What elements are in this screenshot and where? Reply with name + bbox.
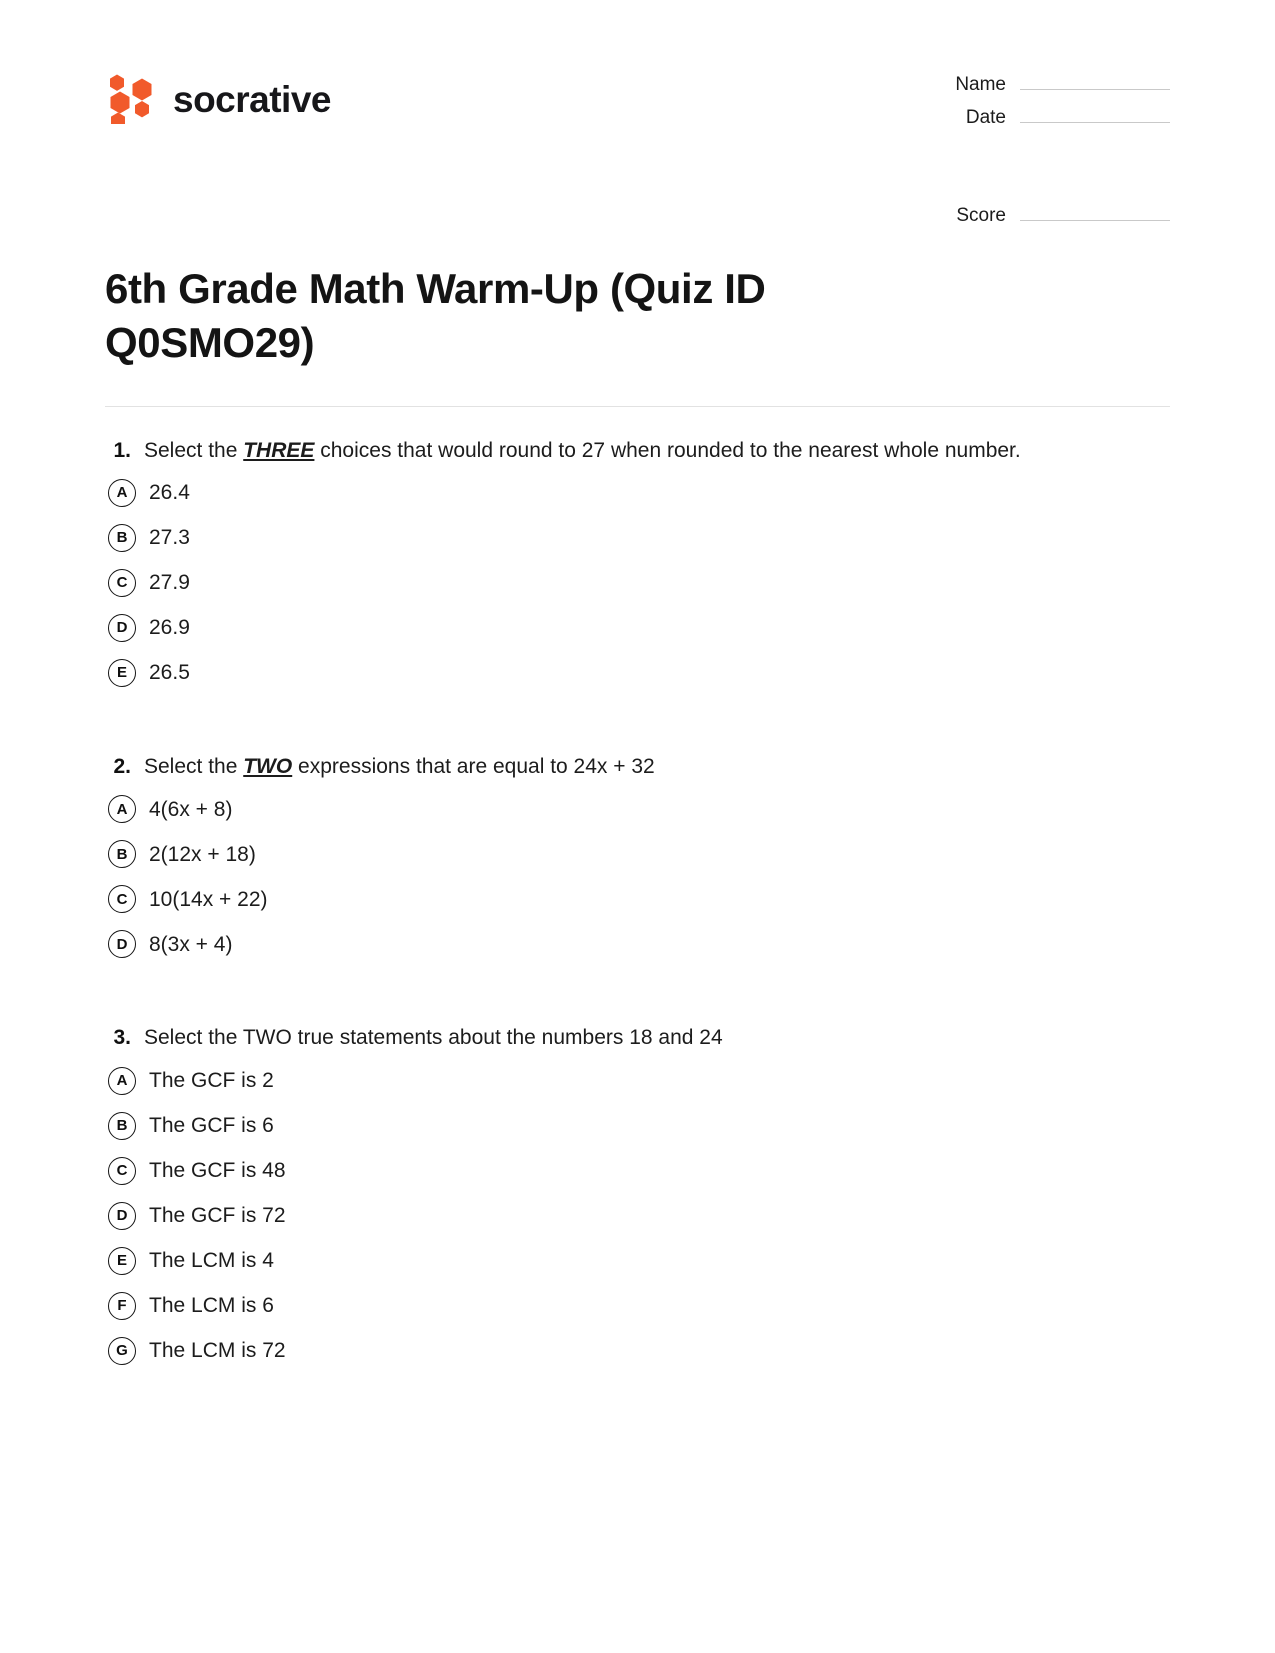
choice-bubble[interactable]: C bbox=[108, 885, 136, 913]
choice-option[interactable] bbox=[105, 930, 1170, 958]
question-text-after: choices that would round to 27 when rounded to the nearest whole number. bbox=[314, 438, 1021, 462]
choice-option[interactable] bbox=[105, 479, 1170, 507]
choice-bubble[interactable]: C bbox=[108, 569, 136, 597]
score-field-row bbox=[930, 203, 1170, 227]
choice-bubble[interactable]: A bbox=[108, 479, 136, 507]
choice-text: 10(14x + 22) bbox=[149, 887, 268, 911]
choice-bubble[interactable]: D bbox=[108, 614, 136, 642]
question-text bbox=[144, 437, 1021, 465]
question-text-after: expressions that are equal to 24x + 32 bbox=[292, 754, 655, 778]
choice-option[interactable] bbox=[105, 1292, 1170, 1320]
choice-text: 26.5 bbox=[149, 661, 190, 685]
title-block bbox=[0, 236, 1275, 370]
question-emphasis: TWO bbox=[243, 754, 293, 778]
choice-option[interactable] bbox=[105, 524, 1170, 552]
choice-list bbox=[105, 795, 1170, 958]
choice-option[interactable] bbox=[105, 1157, 1170, 1185]
choice-text: The GCF is 48 bbox=[149, 1158, 286, 1182]
question bbox=[105, 437, 1170, 687]
student-meta-fields bbox=[930, 62, 1170, 236]
name-label: Name bbox=[955, 74, 1006, 95]
brand-logo bbox=[105, 62, 331, 124]
date-label: Date bbox=[965, 107, 1006, 128]
choice-text: 26.9 bbox=[149, 616, 190, 640]
choice-list bbox=[105, 479, 1170, 687]
choice-bubble[interactable]: B bbox=[108, 840, 136, 868]
choice-text: The GCF is 6 bbox=[149, 1113, 274, 1137]
date-field-row bbox=[930, 105, 1170, 129]
question-header bbox=[105, 1024, 1170, 1052]
brand-name: socrative bbox=[173, 78, 331, 120]
choice-bubble[interactable]: E bbox=[108, 659, 136, 687]
question-text-before: Select the bbox=[144, 1026, 243, 1050]
score-input-line[interactable] bbox=[1020, 203, 1170, 221]
choice-text: 8(3x + 4) bbox=[149, 932, 233, 956]
question bbox=[105, 1024, 1170, 1364]
score-label: Score bbox=[956, 205, 1006, 226]
choice-text: The GCF is 72 bbox=[149, 1203, 286, 1227]
choice-bubble[interactable]: D bbox=[108, 1202, 136, 1230]
choice-bubble[interactable]: E bbox=[108, 1247, 136, 1275]
choice-text: 4(6x + 8) bbox=[149, 797, 233, 821]
page-title: 6th Grade Math Warm-Up (Quiz ID Q0SMO29) bbox=[105, 265, 766, 366]
choice-bubble[interactable]: G bbox=[108, 1337, 136, 1365]
choice-text: 27.9 bbox=[149, 571, 190, 595]
choice-text: The GCF is 2 bbox=[149, 1068, 274, 1092]
choice-text: The LCM is 6 bbox=[149, 1293, 274, 1317]
choice-text: 26.4 bbox=[149, 481, 190, 505]
choice-option[interactable] bbox=[105, 795, 1170, 823]
question-number: 3. bbox=[113, 1026, 131, 1050]
choice-bubble[interactable]: B bbox=[108, 1112, 136, 1140]
question-number: 1. bbox=[113, 438, 131, 462]
choice-option[interactable] bbox=[105, 1202, 1170, 1230]
question-text bbox=[144, 1024, 723, 1052]
question bbox=[105, 753, 1170, 958]
choice-option[interactable] bbox=[105, 659, 1170, 687]
choice-option[interactable] bbox=[105, 1337, 1170, 1365]
choice-bubble[interactable]: A bbox=[108, 795, 136, 823]
question-emphasis: TWO bbox=[242, 1026, 292, 1050]
choice-text: 27.3 bbox=[149, 526, 190, 550]
choice-bubble[interactable]: C bbox=[108, 1157, 136, 1185]
choice-option[interactable] bbox=[105, 614, 1170, 642]
choice-bubble[interactable]: A bbox=[108, 1067, 136, 1095]
name-field-row bbox=[930, 72, 1170, 96]
page-header bbox=[0, 0, 1275, 236]
choice-option[interactable] bbox=[105, 1067, 1170, 1095]
choice-text: The LCM is 4 bbox=[149, 1248, 274, 1272]
question-text bbox=[144, 753, 655, 781]
choice-bubble[interactable]: B bbox=[108, 524, 136, 552]
question-text-before: Select the bbox=[144, 438, 244, 462]
choice-list bbox=[105, 1067, 1170, 1365]
choice-option[interactable] bbox=[105, 569, 1170, 597]
name-input-line[interactable] bbox=[1020, 72, 1170, 90]
choice-option[interactable] bbox=[105, 1247, 1170, 1275]
choice-bubble[interactable]: F bbox=[108, 1292, 136, 1320]
question-text-before: Select the bbox=[144, 754, 244, 778]
choice-option[interactable] bbox=[105, 840, 1170, 868]
choice-option[interactable] bbox=[105, 885, 1170, 913]
date-input-line[interactable] bbox=[1020, 105, 1170, 123]
question-number: 2. bbox=[113, 754, 131, 778]
question-header bbox=[105, 753, 1170, 781]
question-text-after: true statements about the numbers 18 and 24 bbox=[291, 1026, 723, 1050]
questions-list bbox=[0, 407, 1275, 1365]
choice-bubble[interactable]: D bbox=[108, 930, 136, 958]
choice-text: The LCM is 72 bbox=[149, 1338, 286, 1362]
choice-text: 2(12x + 18) bbox=[149, 842, 256, 866]
question-header bbox=[105, 437, 1170, 465]
question-emphasis: THREE bbox=[243, 438, 315, 462]
choice-option[interactable] bbox=[105, 1112, 1170, 1140]
socrative-hexagon-logo-icon bbox=[105, 74, 157, 124]
